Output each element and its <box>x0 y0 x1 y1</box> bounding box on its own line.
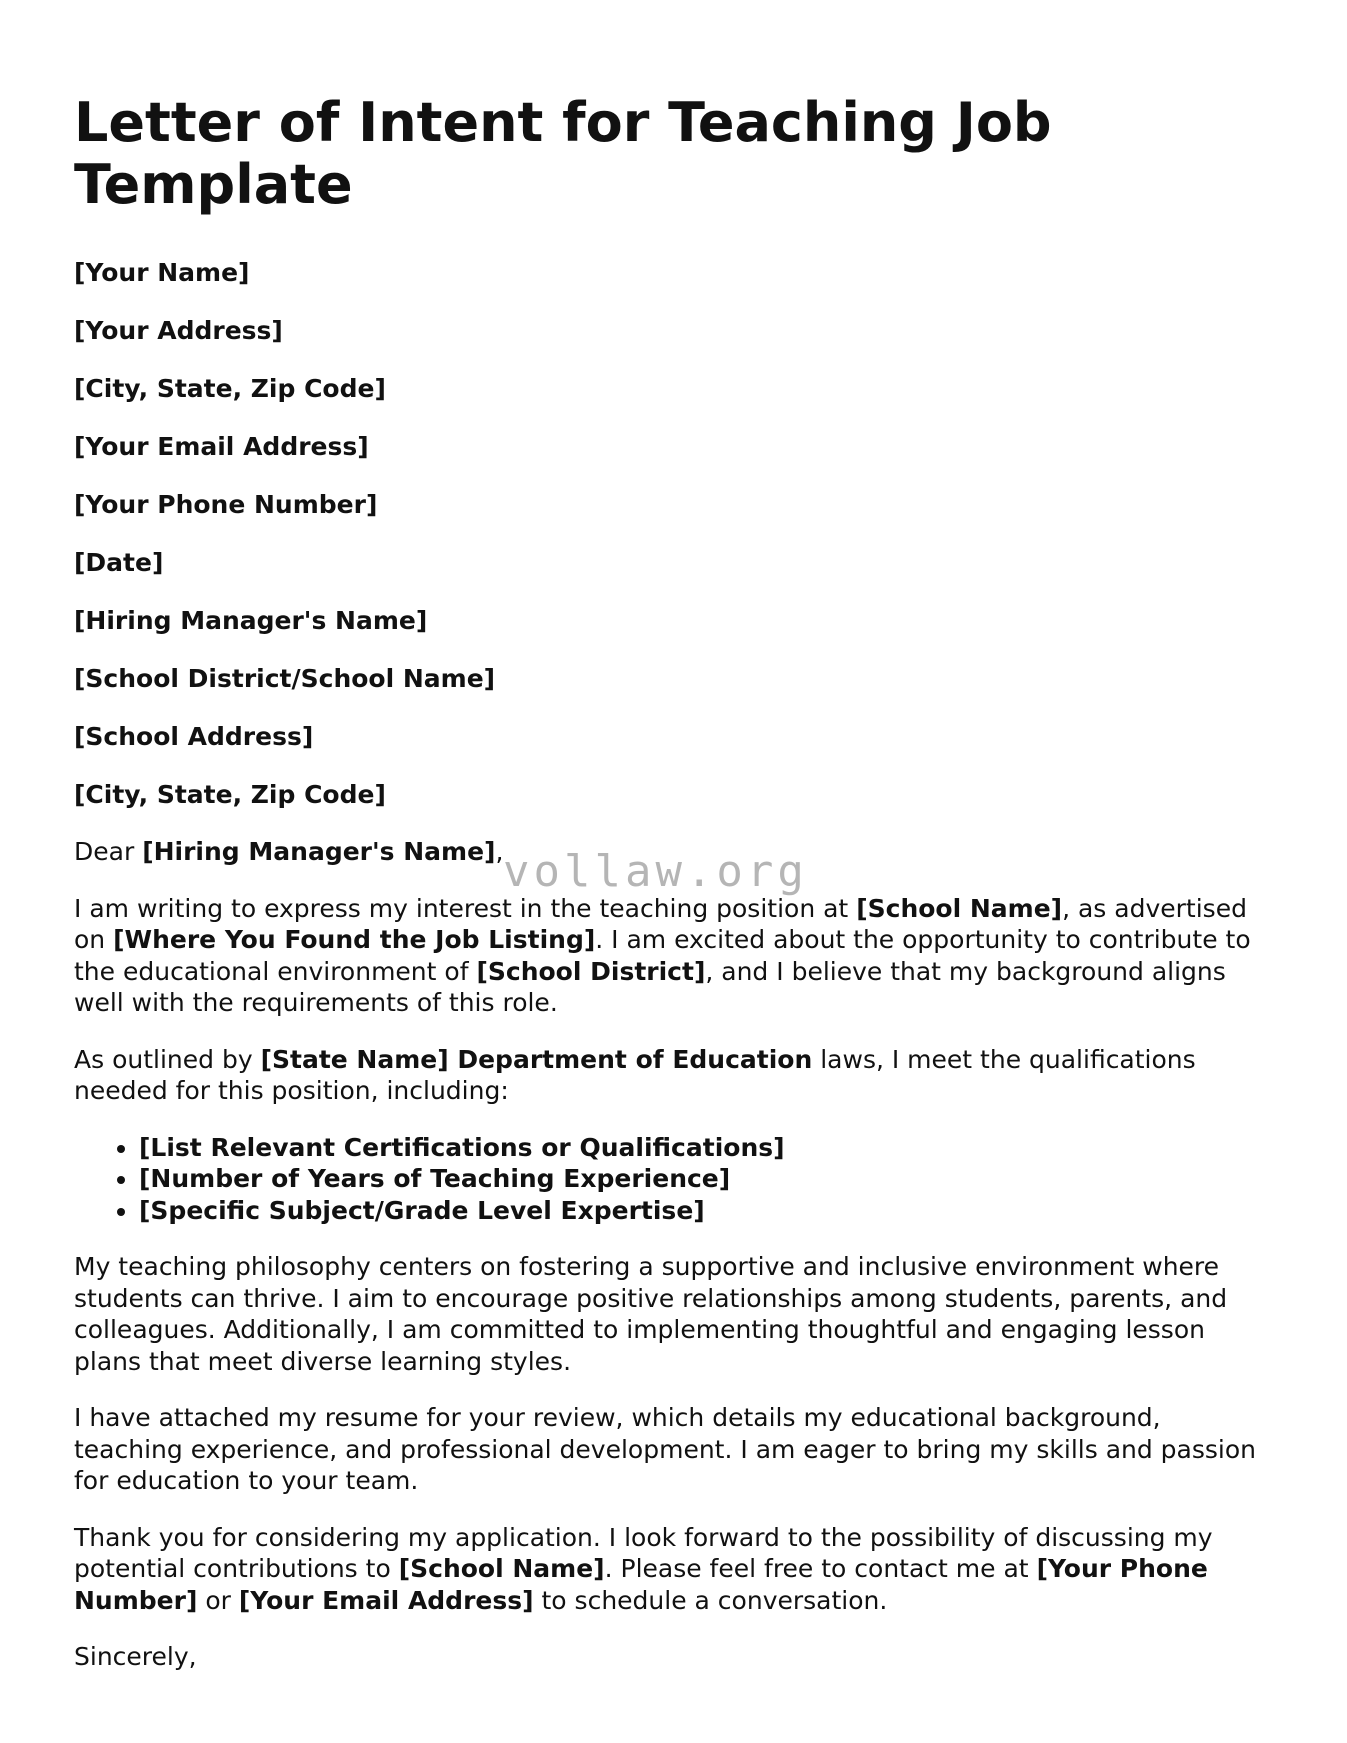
para1-job-listing-source: [Where You Found the Job Listing] <box>113 925 596 954</box>
list-item: • [Specific Subject/Grade Level Expertise] <box>139 1195 1274 1227</box>
recipient-city-state-zip: [City, State, Zip Code] <box>74 780 386 809</box>
closing: Sincerely, <box>74 1642 197 1671</box>
salutation-prefix: Dear <box>74 837 143 866</box>
salutation-name: [Hiring Manager's Name] <box>142 837 496 866</box>
sender-name: [Your Name] <box>74 258 250 287</box>
para5-school-name: [School Name] <box>398 1554 605 1583</box>
para5-text-2: . Please feel free to contact me at <box>604 1554 1037 1583</box>
para5-email: [Your Email Address] <box>238 1585 534 1615</box>
salutation-suffix: , <box>495 837 504 866</box>
qualifications-list <box>74 1132 1274 1227</box>
para5-phone: [Your Phone Number] <box>74 1554 1208 1615</box>
letter-page <box>74 92 1274 1698</box>
paragraph-thanks <box>74 1522 1274 1617</box>
para2-state-department: [State Name] Department of Education <box>260 1044 813 1074</box>
paragraph-philosophy: My teaching philosophy centers on fostering a supportive and inclusive environment where students can thrive. I aim to encourage positive relationships among students, parents, and colleagues. Additionally, I am committed to implementing thoughtful and engaging lesson plans that meet diverse learning styles. <box>74 1252 1228 1376</box>
para2-text-1: As outlined by <box>74 1044 261 1074</box>
para1-school-name: [School Name] <box>856 893 1063 923</box>
sender-phone: [Your Phone Number] <box>74 490 378 519</box>
list-item: • [List Relevant Certifications or Qualifications] <box>139 1132 1274 1164</box>
sender-city-state-zip: [City, State, Zip Code] <box>74 374 386 403</box>
para5-text-4: to schedule a conversation. <box>533 1585 888 1615</box>
salutation <box>74 836 1274 868</box>
paragraph-resume: I have attached my resume for your review, which details my educational background, teaching experience, and professional development. I am eager to bring my skills and passion for education to your team. <box>74 1403 1256 1495</box>
letter-date: [Date] <box>74 548 164 577</box>
para2-text-2: laws, I meet the qualifications needed for this position, including: <box>74 1044 1196 1105</box>
recipient-block <box>74 604 1274 811</box>
list-item: • [Number of Years of Teaching Experience] <box>139 1163 1274 1195</box>
para1-text-3: . I am excited about the opportunity to contribute to the educational environment of <box>74 925 1251 986</box>
para1-text-4: , and I believe that my background aligns well with the requirements of this role. <box>74 956 1226 1017</box>
recipient-school: [School District/School Name] <box>74 664 496 693</box>
para5-text-3: or <box>197 1585 239 1615</box>
sender-address: [Your Address] <box>74 316 283 345</box>
para5-text-1: Thank you for considering my application. I look forward to the possibility of discussing my potential contributions to <box>74 1522 1213 1583</box>
page-title: Letter of Intent for Teaching Job Template <box>74 91 1052 216</box>
recipient-address: [School Address] <box>74 722 314 751</box>
para1-text-2: , as advertised on <box>74 893 1247 954</box>
watermark: vollaw.org <box>503 846 808 897</box>
recipient-manager: [Hiring Manager's Name] <box>74 606 428 635</box>
sender-email: [Your Email Address] <box>74 432 369 461</box>
para1-text-1: I am writing to express my interest in the teaching position at <box>74 893 857 923</box>
sender-block <box>74 256 1274 579</box>
paragraph-qualifications-intro <box>74 1044 1274 1107</box>
paragraph-interest <box>74 893 1274 1019</box>
para1-school-district: [School District] <box>476 956 706 986</box>
